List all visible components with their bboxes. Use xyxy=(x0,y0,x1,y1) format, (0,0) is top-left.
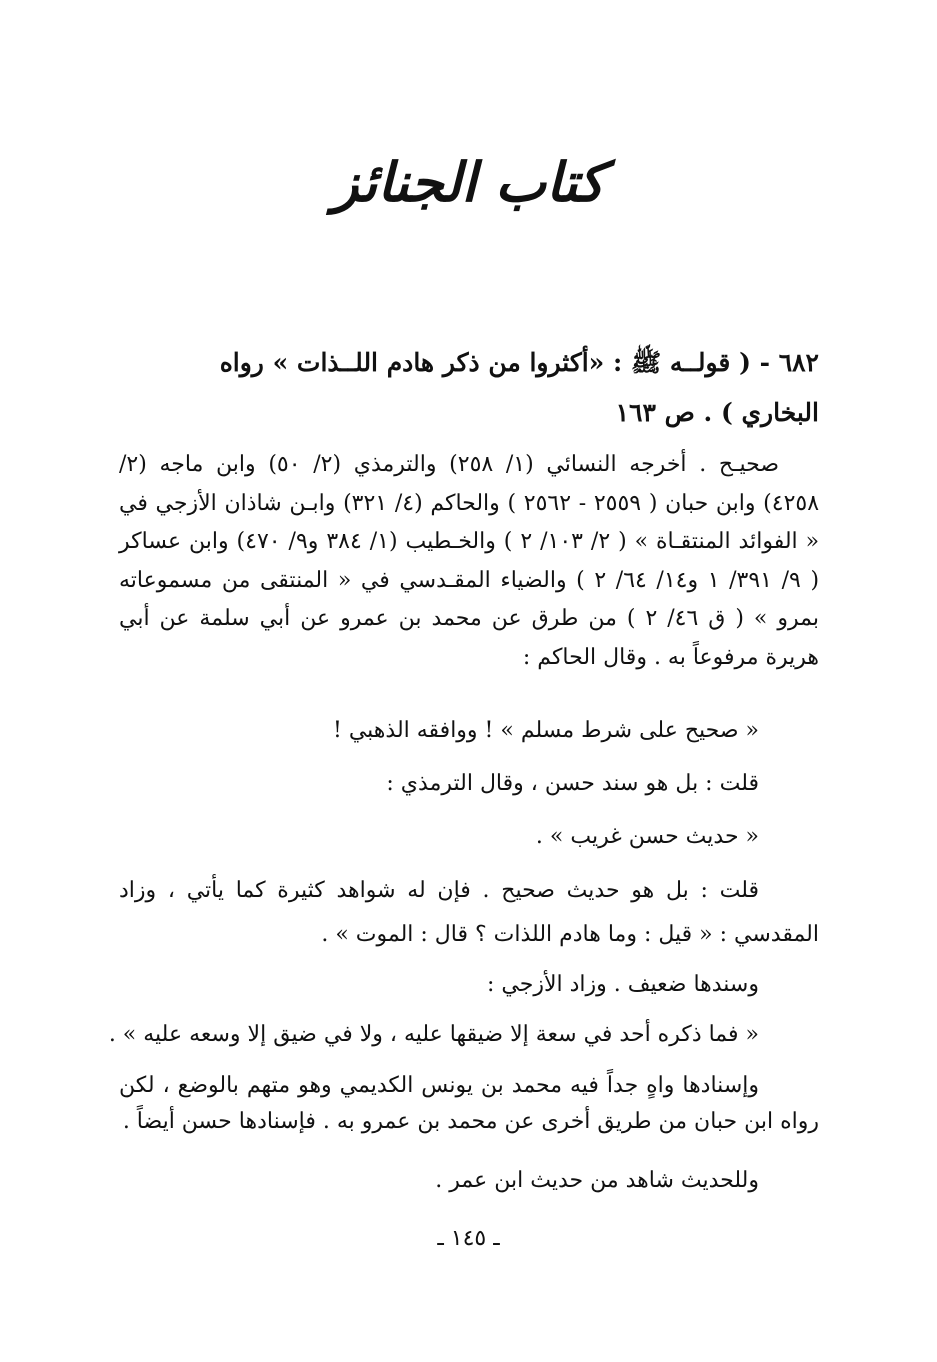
chapter-title: كتاب الجنائز xyxy=(332,150,605,214)
quote-tirmidhi: « حديث حسن غريب » . xyxy=(535,824,759,849)
comment-shawahid xyxy=(119,869,819,957)
hadith-line-2: البخاري ) . ص ١٦٣ xyxy=(615,398,819,427)
comment-isnad xyxy=(119,1068,819,1140)
takhrij-paragraph xyxy=(119,446,819,677)
comment-zaad-azji: وسندها ضعيف . وزاد الأزجي : xyxy=(486,972,759,997)
page-number: ـ ١٤٥ ـ xyxy=(437,1226,500,1251)
hadith-entry xyxy=(119,338,819,438)
comment-sanad-hasan: قلت : بل هو سند حسن ، وقال الترمذي : xyxy=(386,771,759,796)
hadith-line-1: ٦٨٢ - ( قولــه ﷺ : «أكثروا من ذكر هادم اللــذات » رواه xyxy=(219,348,819,377)
comment-shahid-ibn-umar: وللحديث شاهد من حديث ابن عمر . xyxy=(435,1168,759,1193)
comment-isnad-text: وإسنادها واهٍ جداً فيه محمد بن يونس الكديمي وهو متهم بالوضع ، لكن رواه ابن حبان من طريق أخرى عن محمد بن عمرو به . فإسنادها حسن أيضاً . xyxy=(119,1073,819,1134)
quote-azji: « فما ذكره أحد في سعة إلا ضيقها عليه ، ولا في ضيق إلا وسعه عليه » . xyxy=(108,1022,759,1047)
comment-shawahid-text: قلت : بل هو حديث صحيح . فإن له شواهد كثيرة كما يأتي ، وزاد المقدسي : « قيل : وما هادم اللذات ؟ قال : الموت » . xyxy=(119,878,819,947)
quote-hakim: « صحيح على شرط مسلم » ! ووافقه الذهبي ! xyxy=(332,718,759,743)
takhrij-text: . أخرجه النسائي (١/ ٢٥٨) والترمذي (٢/ ٥٠) وابن ماجه (٢/ ٤٢٥٨) وابن حبان ( ٢٥٥٩ - ٢٥٦٢ ) والحاكم (٤/ ٣٢١) وابـن شاذان الأزجي في « الفوائد المنتقـاة » ( ٢/ ١٠٣/ ٢ ) والخـطيب (١/ ٣٨٤ و٩/ ٤٧٠) وابن عساكر ( ٩/ ٣٩١/ ١ و١٤/ ٦٤/ ٢ ) والضياء المقـدسي في « المنتقى من مسموعاته بمرو » ( ق ٤٦/ ٢ ) من طرق عن محمد بن عمرو عن أبي سلمة عن أبي هريرة مرفوعاً به . وقال الحاكم : xyxy=(119,452,820,670)
hadith-grade: صحيـح xyxy=(718,452,780,477)
